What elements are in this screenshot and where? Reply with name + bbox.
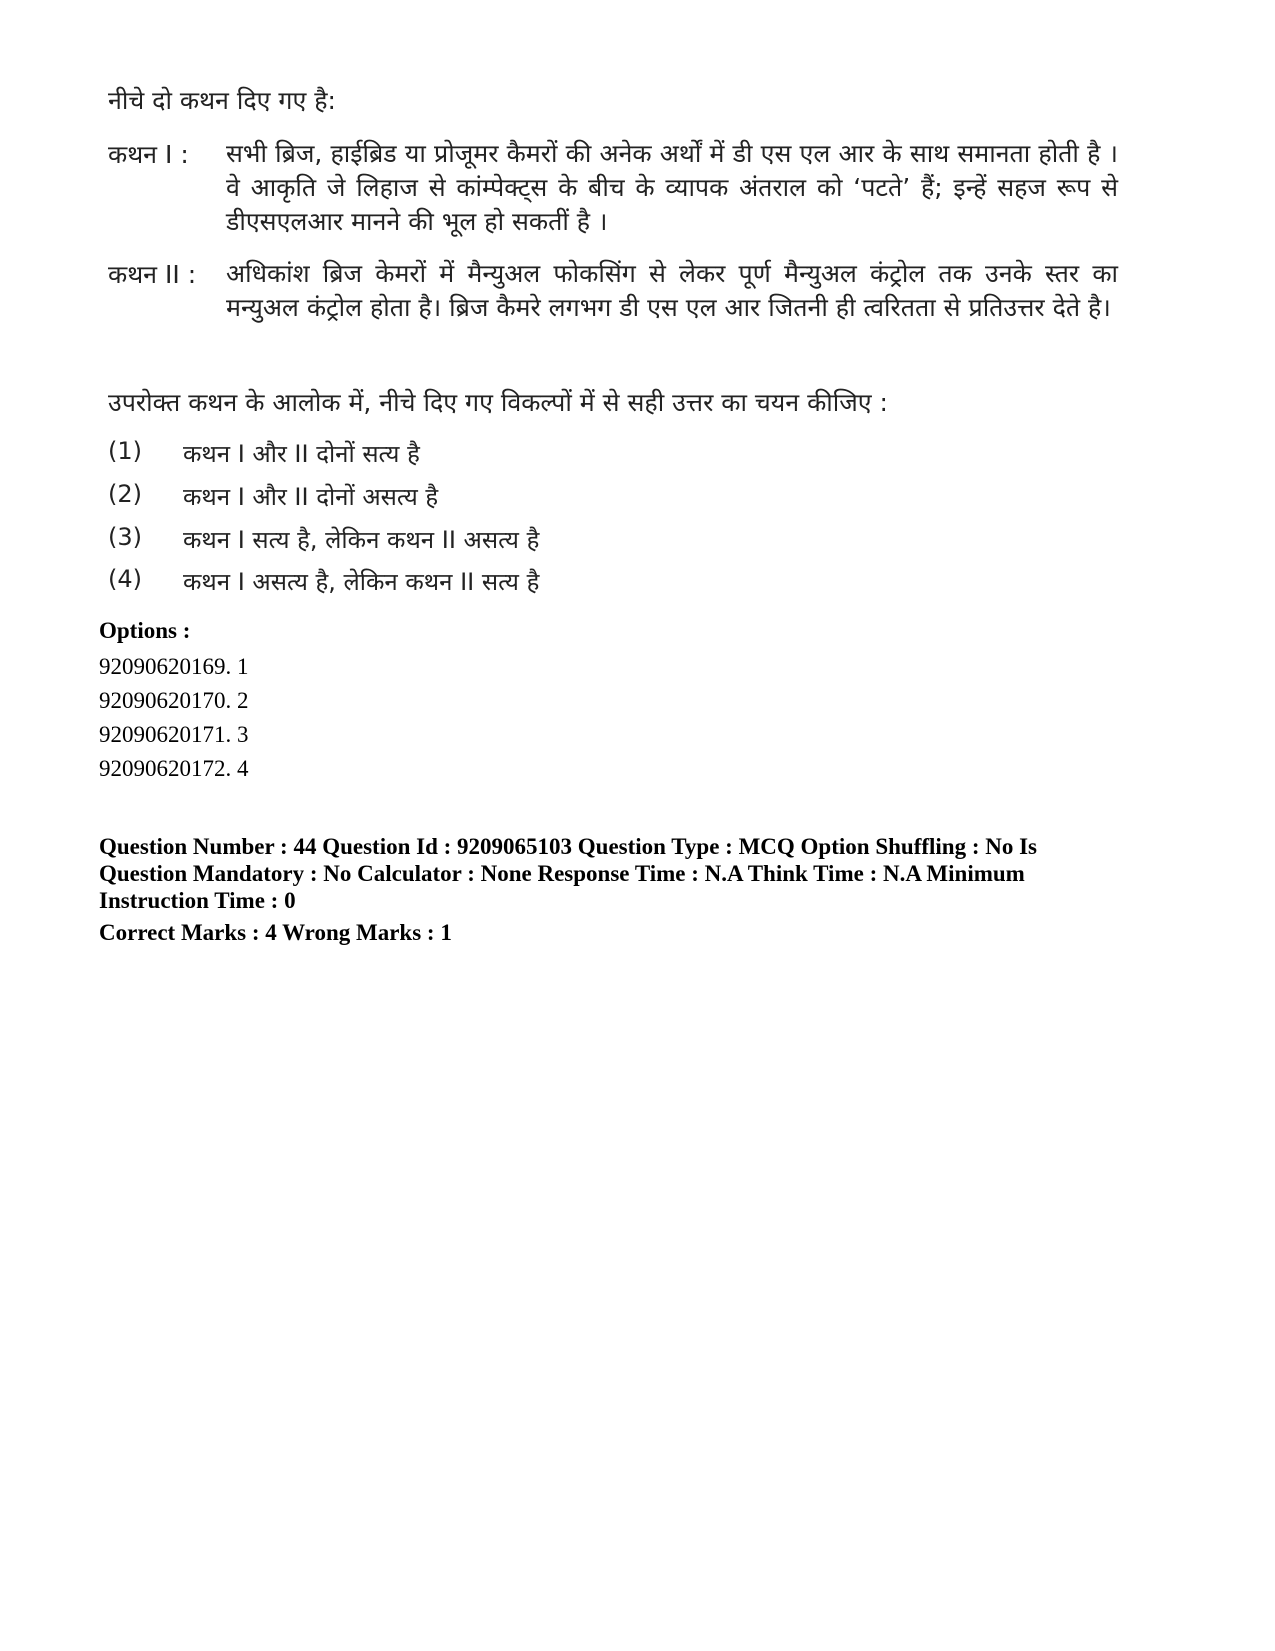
question-intro: नीचे दो कथन दिए गए है: (108, 86, 336, 115)
question-info: Question Number : 44 Question Id : 9209065103 Question Type : MCQ Option Shuffling : No Is Question Mandatory : No Calculator : None Response Time : N.A Think Time : N.A Minimum Instruction Time : 0 (99, 834, 1038, 913)
choice-1-text: कथन I और II दोनों सत्य है (183, 440, 420, 468)
choice-4-text: कथन I असत्य है, लेकिन कथन II सत्य है (183, 568, 540, 596)
choice-3-text: कथन I सत्य है, लेकिन कथन II असत्य है (183, 526, 540, 554)
choice-2-text: कथन I और II दोनों असत्य है (183, 483, 439, 511)
option-item: 92090620172. 4 (99, 756, 249, 781)
option-item: 92090620170. 2 (99, 688, 249, 713)
option-item: 92090620171. 3 (99, 722, 249, 747)
statement-1-text: सभी ब्रिज, हाईब्रिड या प्रोजूमर कैमरों की अनेक अर्थों में डी एस एल आर के साथ समानता होती है । वे आकृति जे लिहाज से कांम्पेक्ट्स के बीच के व्यापक अंतराल को ‘पटते’ हैं; इन्हें सहज रूप से डीएसएलआर मानने की भूल हो सकतीं है । (226, 139, 1118, 236)
marks-info: Correct Marks : 4 Wrong Marks : 1 (99, 920, 452, 945)
choice-4-number: (4) (108, 565, 142, 593)
choice-1-number: (1) (108, 437, 142, 465)
options-heading: Options : (99, 618, 191, 643)
choice-3-number: (3) (108, 523, 142, 551)
options-list (99, 650, 249, 786)
statement-1-label: कथन I : (108, 140, 189, 169)
option-item: 92090620169. 1 (99, 654, 249, 679)
question-prompt: उपरोक्त कथन के आलोक में, नीचे दिए गए विकल्पों में से सही उत्तर का चयन कीजिए : (108, 388, 888, 417)
statement-2-label: कथन II : (108, 260, 197, 289)
choice-2-number: (2) (108, 480, 142, 508)
statement-2-text: अधिकांश ब्रिज केमरों में मैन्युअल फोकसिंग से लेकर पूर्ण मैन्युअल कंट्रोल तक उनके स्तर का मन्युअल कंट्रोल होता है। ब्रिज कैमरे लगभग डी एस एल आर जितनी ही त्वरितता से प्रतिउत्तर देते है। (226, 259, 1118, 322)
